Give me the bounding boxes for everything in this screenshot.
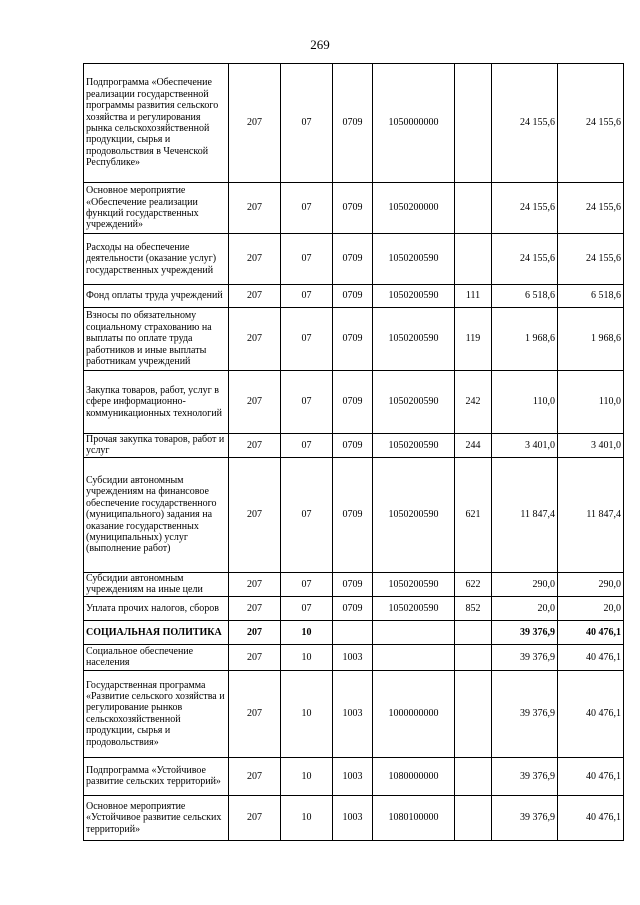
- cell-amount-year1: 290,0: [492, 572, 558, 596]
- cell-amount-year2: 40 476,1: [558, 620, 624, 644]
- table-row: [84, 64, 624, 183]
- cell-subsection: 1003: [333, 795, 373, 840]
- cell-subsection: 0709: [333, 285, 373, 308]
- cell-amount-year2: 40 476,1: [558, 757, 624, 795]
- cell-expense-type: 244: [455, 434, 492, 458]
- cell-ved: 207: [229, 434, 281, 458]
- cell-ved: 207: [229, 572, 281, 596]
- budget-table: [83, 63, 624, 841]
- cell-expense-type: [455, 64, 492, 183]
- cell-subsection: 0709: [333, 572, 373, 596]
- cell-section: 07: [281, 596, 333, 620]
- cell-expense-type: [455, 234, 492, 285]
- cell-amount-year1: 3 401,0: [492, 434, 558, 458]
- cell-ved: 207: [229, 64, 281, 183]
- table-row: [84, 234, 624, 285]
- table-row: [84, 795, 624, 840]
- cell-target-article: 1000000000: [373, 670, 455, 757]
- cell-ved: 207: [229, 620, 281, 644]
- cell-ved: 207: [229, 757, 281, 795]
- cell-section: 07: [281, 183, 333, 234]
- row-name: Расходы на обеспечение деятельности (оказание услуг) государственных учреждений: [84, 234, 229, 285]
- cell-amount-year2: 290,0: [558, 572, 624, 596]
- cell-section: 07: [281, 434, 333, 458]
- cell-section: 07: [281, 234, 333, 285]
- cell-ved: 207: [229, 644, 281, 670]
- cell-expense-type: 119: [455, 308, 492, 371]
- cell-amount-year2: 6 518,6: [558, 285, 624, 308]
- cell-section: 10: [281, 757, 333, 795]
- row-name: Субсидии автономным учреждениям на финансовое обеспечение государственного (муниципального) задания на оказание государственных (муниципальных) услуг (выполнение работ): [84, 457, 229, 572]
- cell-expense-type: [455, 183, 492, 234]
- cell-amount-year1: 39 376,9: [492, 757, 558, 795]
- cell-amount-year1: 11 847,4: [492, 457, 558, 572]
- cell-target-article: [373, 620, 455, 644]
- table-row: [84, 285, 624, 308]
- cell-target-article: 1050200590: [373, 434, 455, 458]
- cell-amount-year2: 1 968,6: [558, 308, 624, 371]
- cell-expense-type: 621: [455, 457, 492, 572]
- row-name: Основное мероприятие «Обеспечение реализации функций государственных учреждений»: [84, 183, 229, 234]
- cell-ved: 207: [229, 308, 281, 371]
- cell-target-article: 1080100000: [373, 795, 455, 840]
- cell-amount-year1: 110,0: [492, 371, 558, 434]
- cell-ved: 207: [229, 183, 281, 234]
- cell-target-article: 1050200590: [373, 457, 455, 572]
- cell-expense-type: [455, 644, 492, 670]
- cell-subsection: 1003: [333, 644, 373, 670]
- cell-ved: 207: [229, 457, 281, 572]
- cell-expense-type: 852: [455, 596, 492, 620]
- cell-target-article: 1050200590: [373, 371, 455, 434]
- cell-ved: 207: [229, 371, 281, 434]
- cell-amount-year2: 24 155,6: [558, 64, 624, 183]
- row-name: Прочая закупка товаров, работ и услуг: [84, 434, 229, 458]
- cell-amount-year1: 1 968,6: [492, 308, 558, 371]
- table-row: [84, 572, 624, 596]
- cell-expense-type: [455, 757, 492, 795]
- row-name: Уплата прочих налогов, сборов: [84, 596, 229, 620]
- cell-section: 07: [281, 285, 333, 308]
- cell-target-article: 1050200000: [373, 183, 455, 234]
- table-row: [84, 620, 624, 644]
- cell-subsection: 0709: [333, 64, 373, 183]
- cell-subsection: 1003: [333, 757, 373, 795]
- row-name: СОЦИАЛЬНАЯ ПОЛИТИКА: [84, 620, 229, 644]
- row-name: Подпрограмма «Устойчивое развитие сельских территорий»: [84, 757, 229, 795]
- cell-target-article: 1050200590: [373, 234, 455, 285]
- cell-subsection: 0709: [333, 457, 373, 572]
- cell-section: 07: [281, 371, 333, 434]
- cell-expense-type: 622: [455, 572, 492, 596]
- cell-expense-type: 242: [455, 371, 492, 434]
- cell-expense-type: 111: [455, 285, 492, 308]
- cell-section: 07: [281, 308, 333, 371]
- cell-amount-year2: 20,0: [558, 596, 624, 620]
- cell-target-article: [373, 644, 455, 670]
- cell-amount-year2: 24 155,6: [558, 234, 624, 285]
- cell-target-article: 1050200590: [373, 285, 455, 308]
- table-row: [84, 371, 624, 434]
- cell-amount-year1: 24 155,6: [492, 64, 558, 183]
- cell-subsection: 0709: [333, 234, 373, 285]
- cell-amount-year1: 39 376,9: [492, 795, 558, 840]
- table-row: [84, 308, 624, 371]
- cell-section: 07: [281, 457, 333, 572]
- cell-subsection: 0709: [333, 434, 373, 458]
- cell-subsection: 1003: [333, 670, 373, 757]
- cell-amount-year1: 24 155,6: [492, 234, 558, 285]
- table-row: [84, 183, 624, 234]
- cell-amount-year2: 40 476,1: [558, 670, 624, 757]
- cell-target-article: 1050000000: [373, 64, 455, 183]
- cell-section: 07: [281, 64, 333, 183]
- cell-amount-year2: 11 847,4: [558, 457, 624, 572]
- cell-amount-year1: 24 155,6: [492, 183, 558, 234]
- cell-amount-year2: 3 401,0: [558, 434, 624, 458]
- cell-target-article: 1050200590: [373, 572, 455, 596]
- cell-subsection: 0709: [333, 308, 373, 371]
- page-number: 269: [310, 37, 330, 52]
- cell-subsection: [333, 620, 373, 644]
- cell-section: 10: [281, 644, 333, 670]
- cell-section: 10: [281, 670, 333, 757]
- cell-subsection: 0709: [333, 596, 373, 620]
- table-row: [84, 644, 624, 670]
- cell-amount-year1: 20,0: [492, 596, 558, 620]
- cell-subsection: 0709: [333, 371, 373, 434]
- cell-expense-type: [455, 670, 492, 757]
- cell-ved: 207: [229, 670, 281, 757]
- cell-target-article: 1080000000: [373, 757, 455, 795]
- cell-amount-year1: 39 376,9: [492, 644, 558, 670]
- cell-amount-year2: 24 155,6: [558, 183, 624, 234]
- cell-amount-year1: 39 376,9: [492, 620, 558, 644]
- row-name: Взносы по обязательному социальному страхованию на выплаты по оплате труда работников и иные выплаты работникам учреждений: [84, 308, 229, 371]
- cell-expense-type: [455, 795, 492, 840]
- table-row: [84, 757, 624, 795]
- table-row: [84, 670, 624, 757]
- table-row: [84, 434, 624, 458]
- cell-amount-year1: 39 376,9: [492, 670, 558, 757]
- cell-amount-year1: 6 518,6: [492, 285, 558, 308]
- row-name: Закупка товаров, работ, услуг в сфере информационно-коммуникационных технологий: [84, 371, 229, 434]
- cell-ved: 207: [229, 596, 281, 620]
- table-row: [84, 457, 624, 572]
- cell-section: 10: [281, 795, 333, 840]
- row-name: Основное мероприятие «Устойчивое развитие сельских территорий»: [84, 795, 229, 840]
- cell-section: 10: [281, 620, 333, 644]
- row-name: Социальное обеспечение населения: [84, 644, 229, 670]
- cell-expense-type: [455, 620, 492, 644]
- cell-subsection: 0709: [333, 183, 373, 234]
- cell-ved: 207: [229, 795, 281, 840]
- cell-target-article: 1050200590: [373, 596, 455, 620]
- cell-ved: 207: [229, 285, 281, 308]
- cell-ved: 207: [229, 234, 281, 285]
- cell-amount-year2: 40 476,1: [558, 644, 624, 670]
- row-name: Подпрограмма «Обеспечение реализации государственной программы развития сельского хозяйства и регулирования рынка сельскохозяйственной продукции, сырья и продовольствия в Чеченской Республике»: [84, 64, 229, 183]
- table-row: [84, 596, 624, 620]
- row-name: Государственная программа «Развитие сельского хозяйства и регулирование рынков сельскохозяйственной продукции, сырья и продовольствия»: [84, 670, 229, 757]
- cell-amount-year2: 40 476,1: [558, 795, 624, 840]
- cell-section: 07: [281, 572, 333, 596]
- cell-target-article: 1050200590: [373, 308, 455, 371]
- row-name: Фонд оплаты труда учреждений: [84, 285, 229, 308]
- row-name: Субсидии автономным учреждениям на иные цели: [84, 572, 229, 596]
- cell-amount-year2: 110,0: [558, 371, 624, 434]
